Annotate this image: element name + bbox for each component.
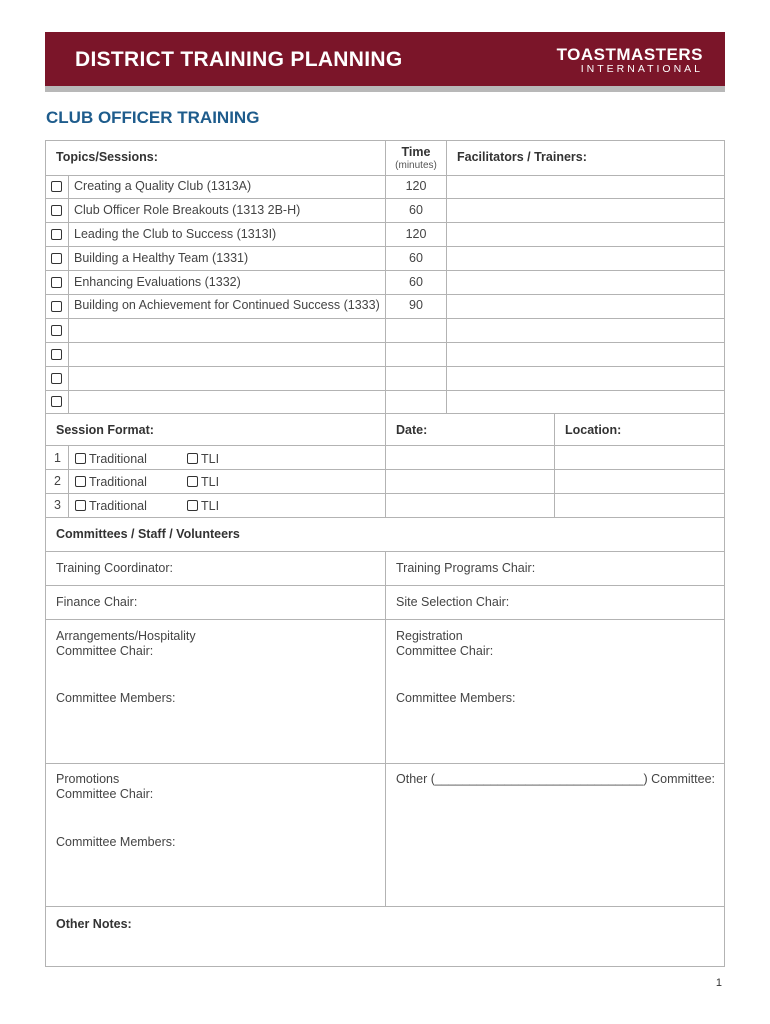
training-coordinator-field[interactable]: Training Coordinator: <box>56 561 173 575</box>
column-divider <box>68 175 69 413</box>
topic-checkbox[interactable] <box>51 396 62 407</box>
topic-checkbox[interactable] <box>51 253 62 264</box>
traditional-checkbox[interactable] <box>75 500 86 511</box>
tli-checkbox[interactable] <box>187 453 198 464</box>
other-committee-field[interactable]: Other (______________________________) Committee: <box>396 772 715 786</box>
topic-checkbox[interactable] <box>51 181 62 192</box>
tli-label: TLI <box>201 452 220 466</box>
session-format-label: Session Format: <box>56 423 154 437</box>
topic-label: Creating a Quality Club (1313A) <box>74 179 252 193</box>
arrangements-chair-field[interactable]: Committee Chair: <box>56 644 154 658</box>
session-number: 1 <box>54 451 61 465</box>
registration-chair-label: Registration <box>396 629 463 643</box>
site-selection-chair-field[interactable]: Site Selection Chair: <box>396 595 510 609</box>
date-label: Date: <box>396 423 428 437</box>
column-divider <box>385 140 386 517</box>
tli-label: TLI <box>201 475 220 489</box>
column-divider <box>554 413 555 517</box>
banner-underline <box>45 86 725 92</box>
traditional-checkbox[interactable] <box>75 476 86 487</box>
finance-chair-field[interactable]: Finance Chair: <box>56 595 138 609</box>
other-notes-label[interactable]: Other Notes: <box>56 917 132 931</box>
toastmasters-logo <box>557 46 703 75</box>
column-divider <box>446 140 447 413</box>
traditional-label: Traditional <box>89 475 147 489</box>
topic-label: Club Officer Role Breakouts (1313 2B-H) <box>74 203 301 217</box>
topic-time: 120 <box>405 179 427 193</box>
topic-checkbox[interactable] <box>51 205 62 216</box>
page-number: 1 <box>715 977 722 989</box>
topic-checkbox[interactable] <box>51 349 62 360</box>
committee-members-field[interactable]: Committee Members: <box>56 691 176 705</box>
location-label: Location: <box>565 423 622 437</box>
logo-main-text: TOASTMASTERS <box>556 45 703 64</box>
section-title: CLUB OFFICER TRAINING <box>46 108 260 127</box>
time-unit: (minutes) <box>395 160 437 171</box>
topic-time: 120 <box>405 227 427 241</box>
facilitators-header: Facilitators / Trainers: <box>457 150 587 164</box>
topic-checkbox[interactable] <box>51 229 62 240</box>
topic-label: Building a Healthy Team (1331) <box>74 251 249 265</box>
topic-time: 60 <box>409 251 423 265</box>
time-header: Time <box>401 145 431 159</box>
tli-label: TLI <box>201 499 220 513</box>
registration-chair-field[interactable]: Committee Chair: <box>396 644 494 658</box>
row-divider <box>45 517 725 518</box>
topic-label: Building on Achievement for Continued Success (1333) <box>74 298 380 312</box>
topic-checkbox[interactable] <box>51 277 62 288</box>
column-divider <box>68 445 69 517</box>
training-programs-chair-field[interactable]: Training Programs Chair: <box>396 561 536 575</box>
topic-label: Leading the Club to Success (1313I) <box>74 227 277 241</box>
topic-checkbox[interactable] <box>51 373 62 384</box>
topic-time: 60 <box>409 203 423 217</box>
logo-sub-text: INTERNATIONAL <box>580 63 703 75</box>
topic-time: 90 <box>409 298 423 312</box>
promotions-chair-label: Promotions <box>56 772 120 786</box>
tli-checkbox[interactable] <box>187 476 198 487</box>
topic-label: Enhancing Evaluations (1332) <box>74 275 241 289</box>
traditional-label: Traditional <box>89 499 147 513</box>
header-banner <box>45 32 725 86</box>
session-number: 2 <box>54 474 61 488</box>
arrangements-chair-label: Arrangements/Hospitality <box>56 629 196 643</box>
committees-header: Committees / Staff / Volunteers <box>56 527 240 541</box>
tli-checkbox[interactable] <box>187 500 198 511</box>
column-divider <box>385 551 386 906</box>
promotions-chair-field[interactable]: Committee Chair: <box>56 787 154 801</box>
page-title: DISTRICT TRAINING PLANNING <box>75 48 403 71</box>
row-divider <box>45 906 725 907</box>
session-number: 3 <box>54 498 61 512</box>
topic-checkbox[interactable] <box>51 325 62 336</box>
committee-members-field[interactable]: Committee Members: <box>56 835 176 849</box>
traditional-checkbox[interactable] <box>75 453 86 464</box>
topics-header: Topics/Sessions: <box>56 150 158 164</box>
topic-time: 60 <box>409 275 423 289</box>
traditional-label: Traditional <box>89 452 147 466</box>
committee-members-field[interactable]: Committee Members: <box>396 691 516 705</box>
topic-checkbox[interactable] <box>51 301 62 312</box>
